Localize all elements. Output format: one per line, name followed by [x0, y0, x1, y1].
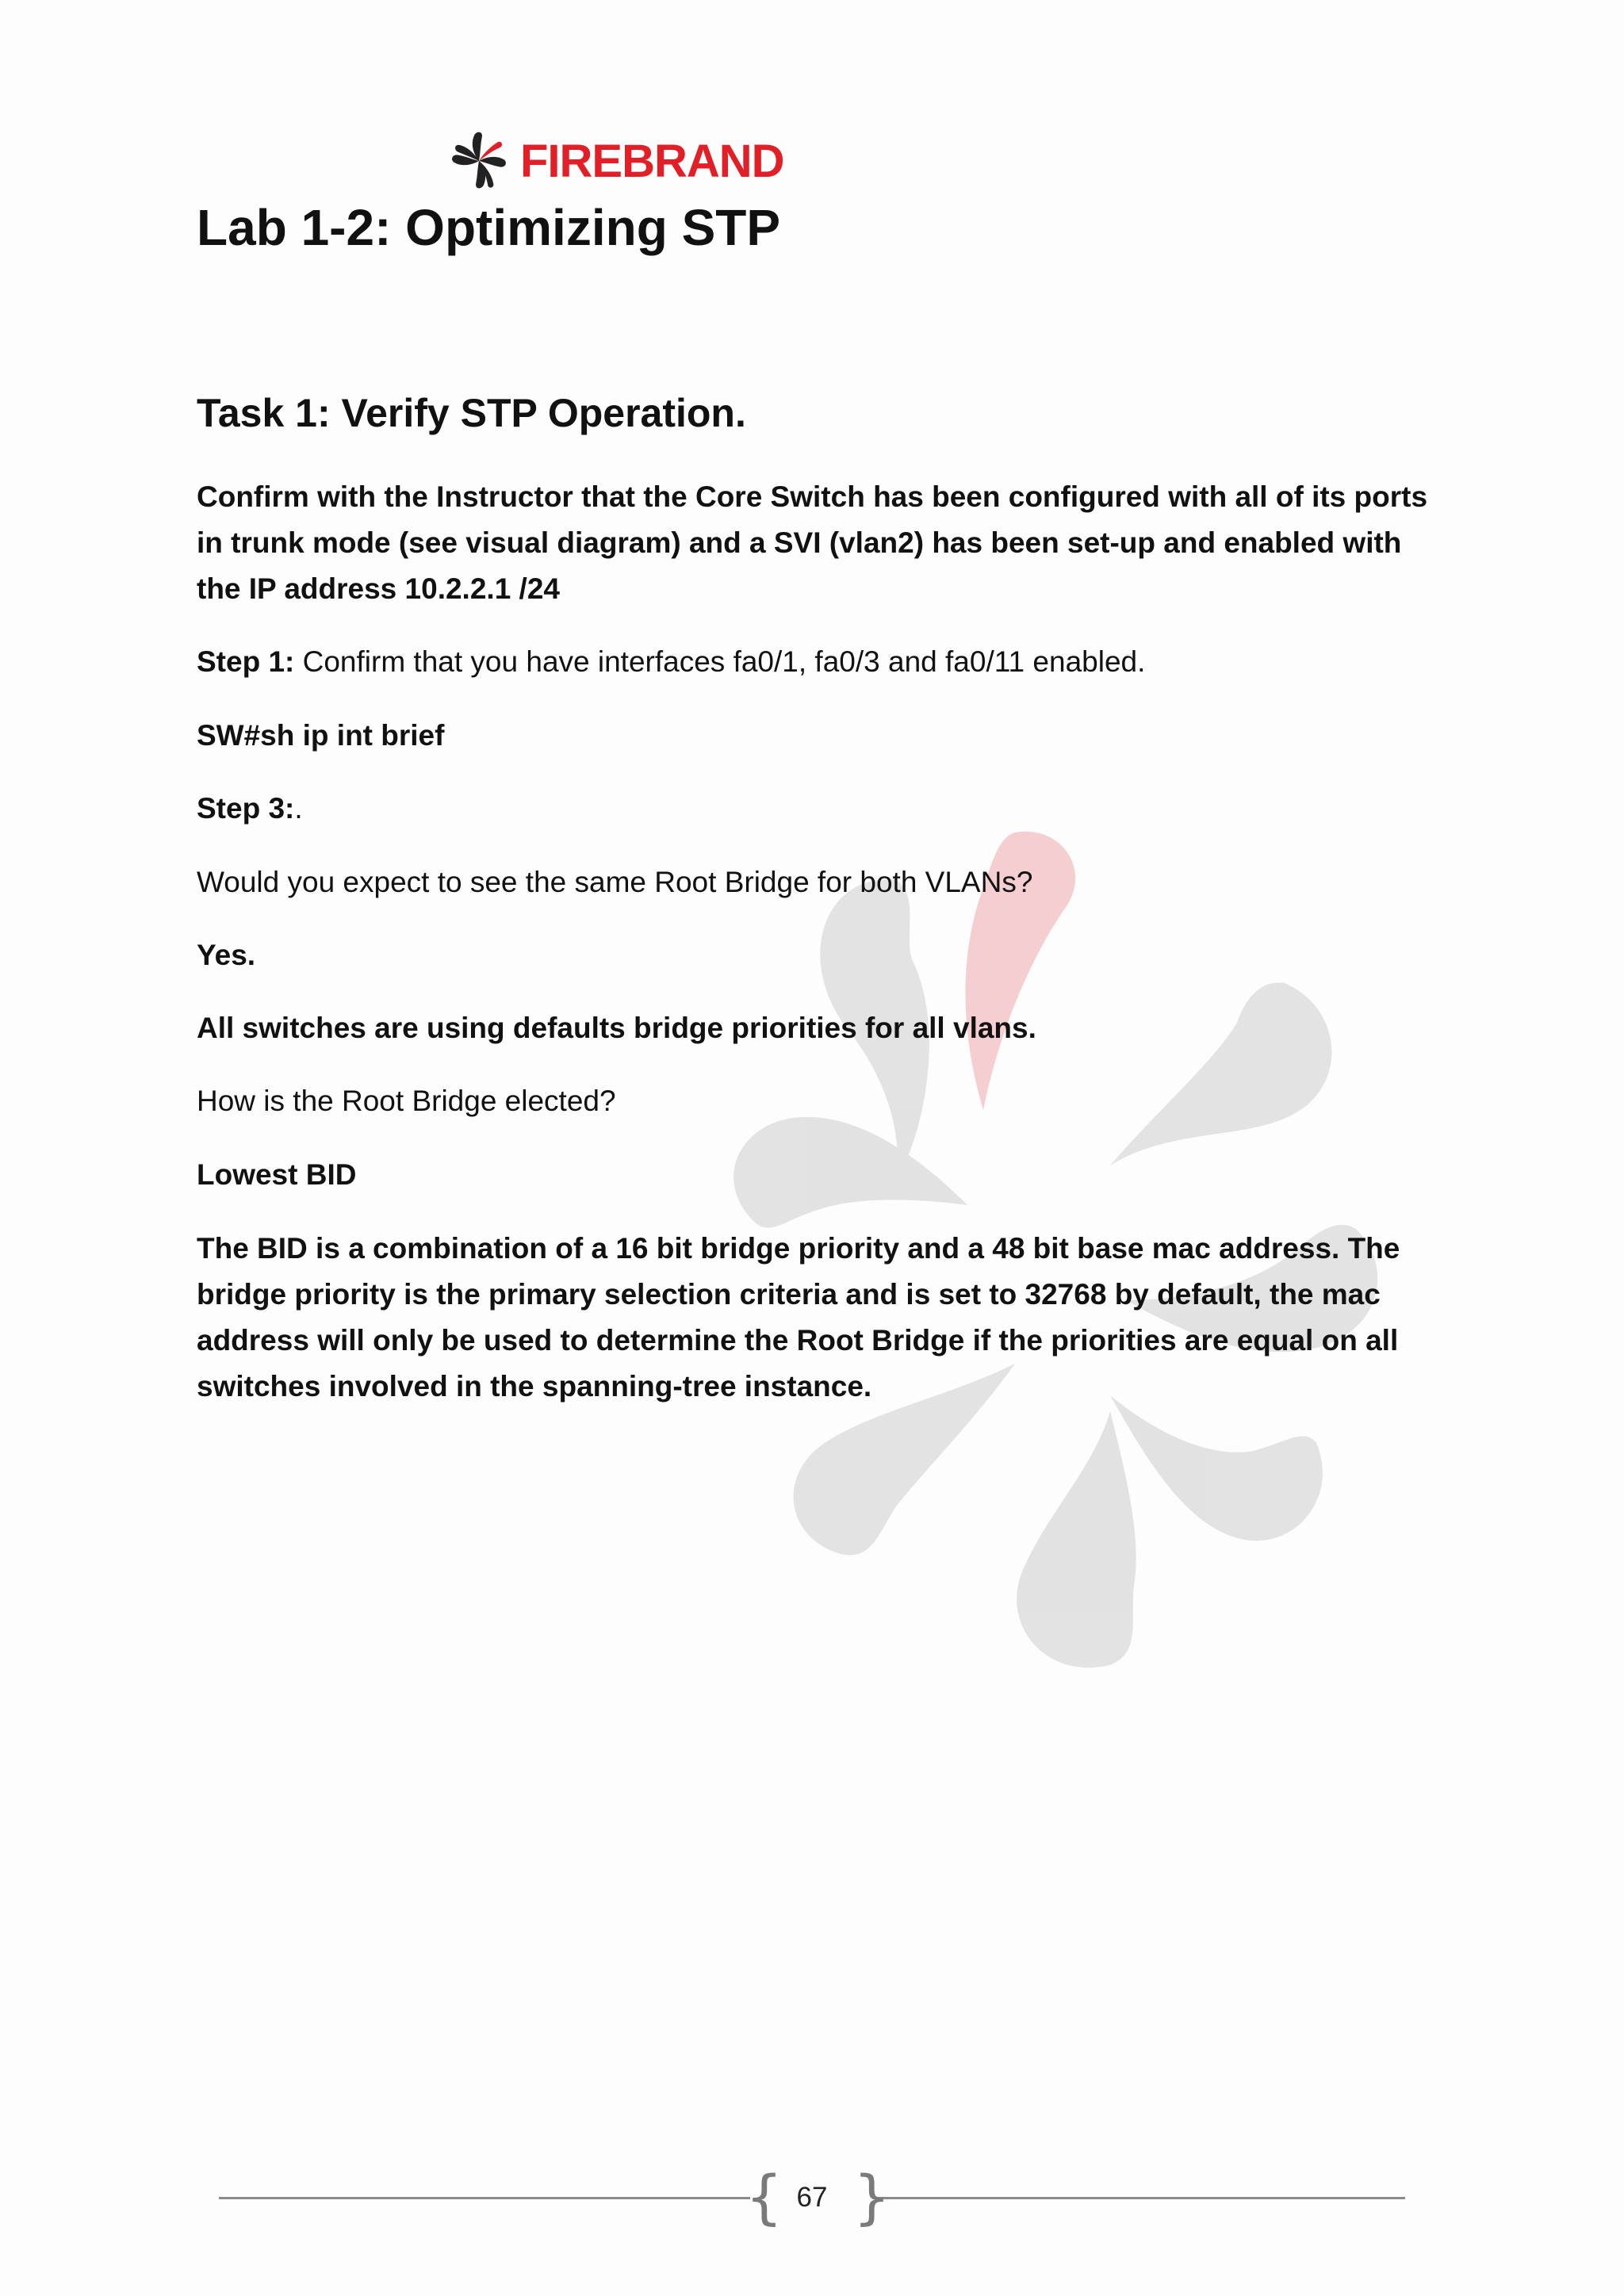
intro-paragraph: Confirm with the Instructor that the Core Switch has been configured with all of its ports in trunk mode (see visual diagram) and a SVI (vlan2) has been set-up and enabled with the IP address 10.2.2.1 /24	[197, 480, 1428, 605]
footer-bracket-left: {	[745, 2164, 783, 2232]
task-heading: Task 1: Verify STP Operation.	[197, 391, 746, 435]
question-1: Would you expect to see the same Root Bridge for both VLANs?	[197, 866, 1033, 898]
command-text: SW#sh ip int brief	[197, 719, 445, 752]
answer-1: Yes.	[197, 939, 256, 971]
step-1	[197, 639, 1450, 685]
answer-1-detail: All switches are using defaults bridge priorities for all vlans.	[197, 1012, 1036, 1044]
page-number: 67	[796, 2182, 828, 2213]
step-1-text: Confirm that you have interfaces fa0/1, fa0/3 and fa0/11 enabled.	[294, 645, 1146, 678]
footer-bracket-right: }	[853, 2164, 891, 2232]
step-1-label: Step 1:	[197, 645, 295, 678]
question-2: How is the Root Bridge elected?	[197, 1085, 616, 1117]
logo-wordmark: FIREBRAND	[520, 135, 784, 187]
answer-2: Lowest BID	[197, 1158, 357, 1191]
step-3	[197, 786, 1450, 832]
step-3-text: .	[294, 792, 303, 825]
lab-title: Lab 1-2: Optimizing STP	[197, 199, 781, 256]
step-3-label: Step 3:	[197, 792, 295, 825]
firebrand-swirl-icon	[442, 121, 515, 201]
answer-2-detail: The BID is a combination of a 16 bit bridge priority and a 48 bit base mac address. The bridge priority is the primary selection criteria and is set to 32768 by default, the mac address will only be used to determine the Root Bridge if the priorities are equal on all switches involved in the spanning-tree instance.	[197, 1232, 1400, 1402]
firebrand-logo	[442, 117, 784, 205]
